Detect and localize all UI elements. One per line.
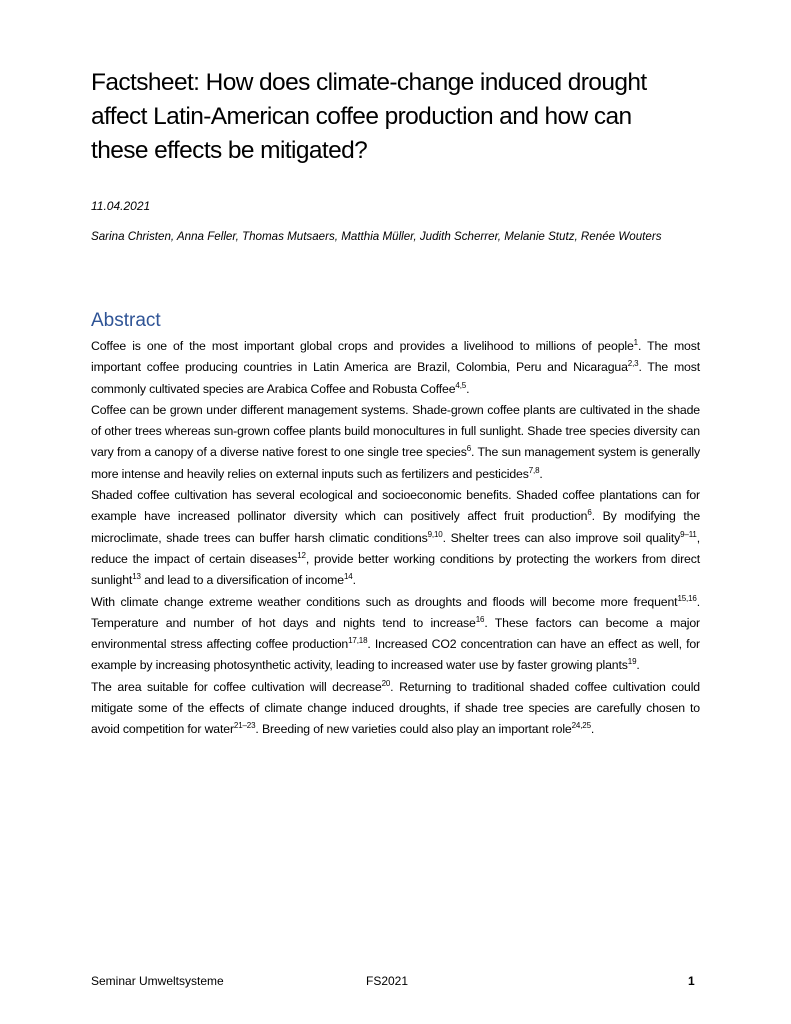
citation-marker: 17,18 — [348, 636, 368, 646]
citation-marker: 6 — [466, 444, 471, 454]
text-run: Coffee can be grown under different management systems. Shade-grown coffee plants are cultivated in the shade of other trees whereas sun-grown coffee plants build monocultures in full sunlight. Shade tree species diversity can vary from a canopy of a diverse native forest to one single tree species — [91, 402, 700, 460]
text-run: . Shelter trees can also improve soil quality — [442, 530, 681, 545]
citation-marker: 15,16 — [677, 593, 697, 603]
citation-marker: 9–11 — [680, 529, 697, 539]
text-run: . The most commonly cultivated species are Arabica Coffee and Robusta Coffee — [91, 360, 700, 396]
text-run: . — [636, 658, 640, 673]
citation-marker: 21–23 — [233, 721, 256, 731]
text-run: , provide better working conditions by protecting the workers from direct sunlight — [91, 551, 700, 588]
abstract-body — [91, 336, 700, 741]
citation-marker: 16 — [475, 614, 485, 624]
citation-marker: 19 — [627, 657, 637, 667]
author-list: Sarina Christen, Anna Feller, Thomas Mutsaers, Matthia Müller, Judith Scherrer, Melanie Stutz, Renée Wouters — [91, 230, 662, 243]
abstract-paragraph — [91, 400, 700, 485]
footer-semester: FS2021 — [366, 974, 409, 988]
footer-page-number: 1 — [688, 974, 695, 988]
citation-marker: 13 — [132, 572, 141, 582]
citation-marker: 14 — [343, 572, 353, 582]
citation-marker: 9,10 — [427, 529, 443, 539]
citation-marker: 2,3 — [627, 359, 639, 369]
text-run: . — [590, 722, 595, 737]
citation-marker: 12 — [297, 550, 306, 560]
text-run: . These factors can become a major environmental stress affecting coffee production — [91, 615, 700, 652]
text-run: . — [352, 573, 356, 588]
text-run: . The sun management system is generally more intense and heavily relies on external inputs such as fertilizers and pesticides — [91, 445, 700, 481]
text-run: and lead to a diversification of income — [140, 573, 344, 588]
document-date: 11.04.2021 — [91, 199, 151, 213]
text-run: . Breeding of new varieties could also play an important role — [255, 722, 572, 737]
footer-course: Seminar Umweltsysteme — [91, 974, 224, 988]
text-run: . — [466, 381, 470, 396]
text-run: Coffee is one of the most important global crops and provides a livelihood to millions of people — [91, 339, 634, 353]
text-run: , reduce the impact of certain diseases — [91, 530, 700, 566]
text-run: Shaded coffee cultivation has several ecological and socioeconomic benefits. Shaded coffee plantations can for example have increased pollinator diversity which can positively affect fruit production — [91, 488, 700, 524]
text-run: The area suitable for coffee cultivation will decrease — [91, 679, 382, 694]
citation-marker: 6 — [587, 508, 592, 518]
abstract-paragraph — [91, 336, 700, 400]
abstract-heading: Abstract — [91, 310, 161, 331]
abstract-paragraph — [91, 677, 700, 741]
citation-marker: 7,8 — [528, 465, 540, 475]
citation-marker: 1 — [633, 337, 638, 347]
text-run: . Returning to traditional shaded coffee cultivation could mitigate some of the effects of climate change induced droughts, if shade tree species are carefully chosen to avoid competition for water — [91, 679, 700, 737]
text-run: . By modifying the microclimate, shade trees can buffer harsh climatic conditions — [91, 509, 701, 545]
document-title: Factsheet: How does climate-change induced drought affect Latin-American coffee production and how can these effects be mitigated? — [91, 69, 647, 164]
text-run: . Increased CO2 concentration can have an effect as well, for example by increasing photosynthetic activity, leading to increased water use by faster growing plants — [91, 637, 700, 673]
citation-marker: 20 — [381, 678, 391, 688]
abstract-paragraph — [91, 485, 700, 591]
abstract-paragraph — [91, 592, 700, 677]
text-run: With climate change extreme weather conditions such as droughts and floods will become more frequent — [91, 594, 678, 609]
text-run: . — [539, 466, 543, 481]
citation-marker: 24,25 — [571, 721, 591, 731]
text-run: . Temperature and number of hot days and nights tend to increase — [91, 594, 700, 630]
text-run: . The most important coffee producing countries in Latin America are Brazil, Colombia, Peru and Nicaragua — [91, 339, 700, 375]
citation-marker: 4,5 — [455, 380, 467, 390]
